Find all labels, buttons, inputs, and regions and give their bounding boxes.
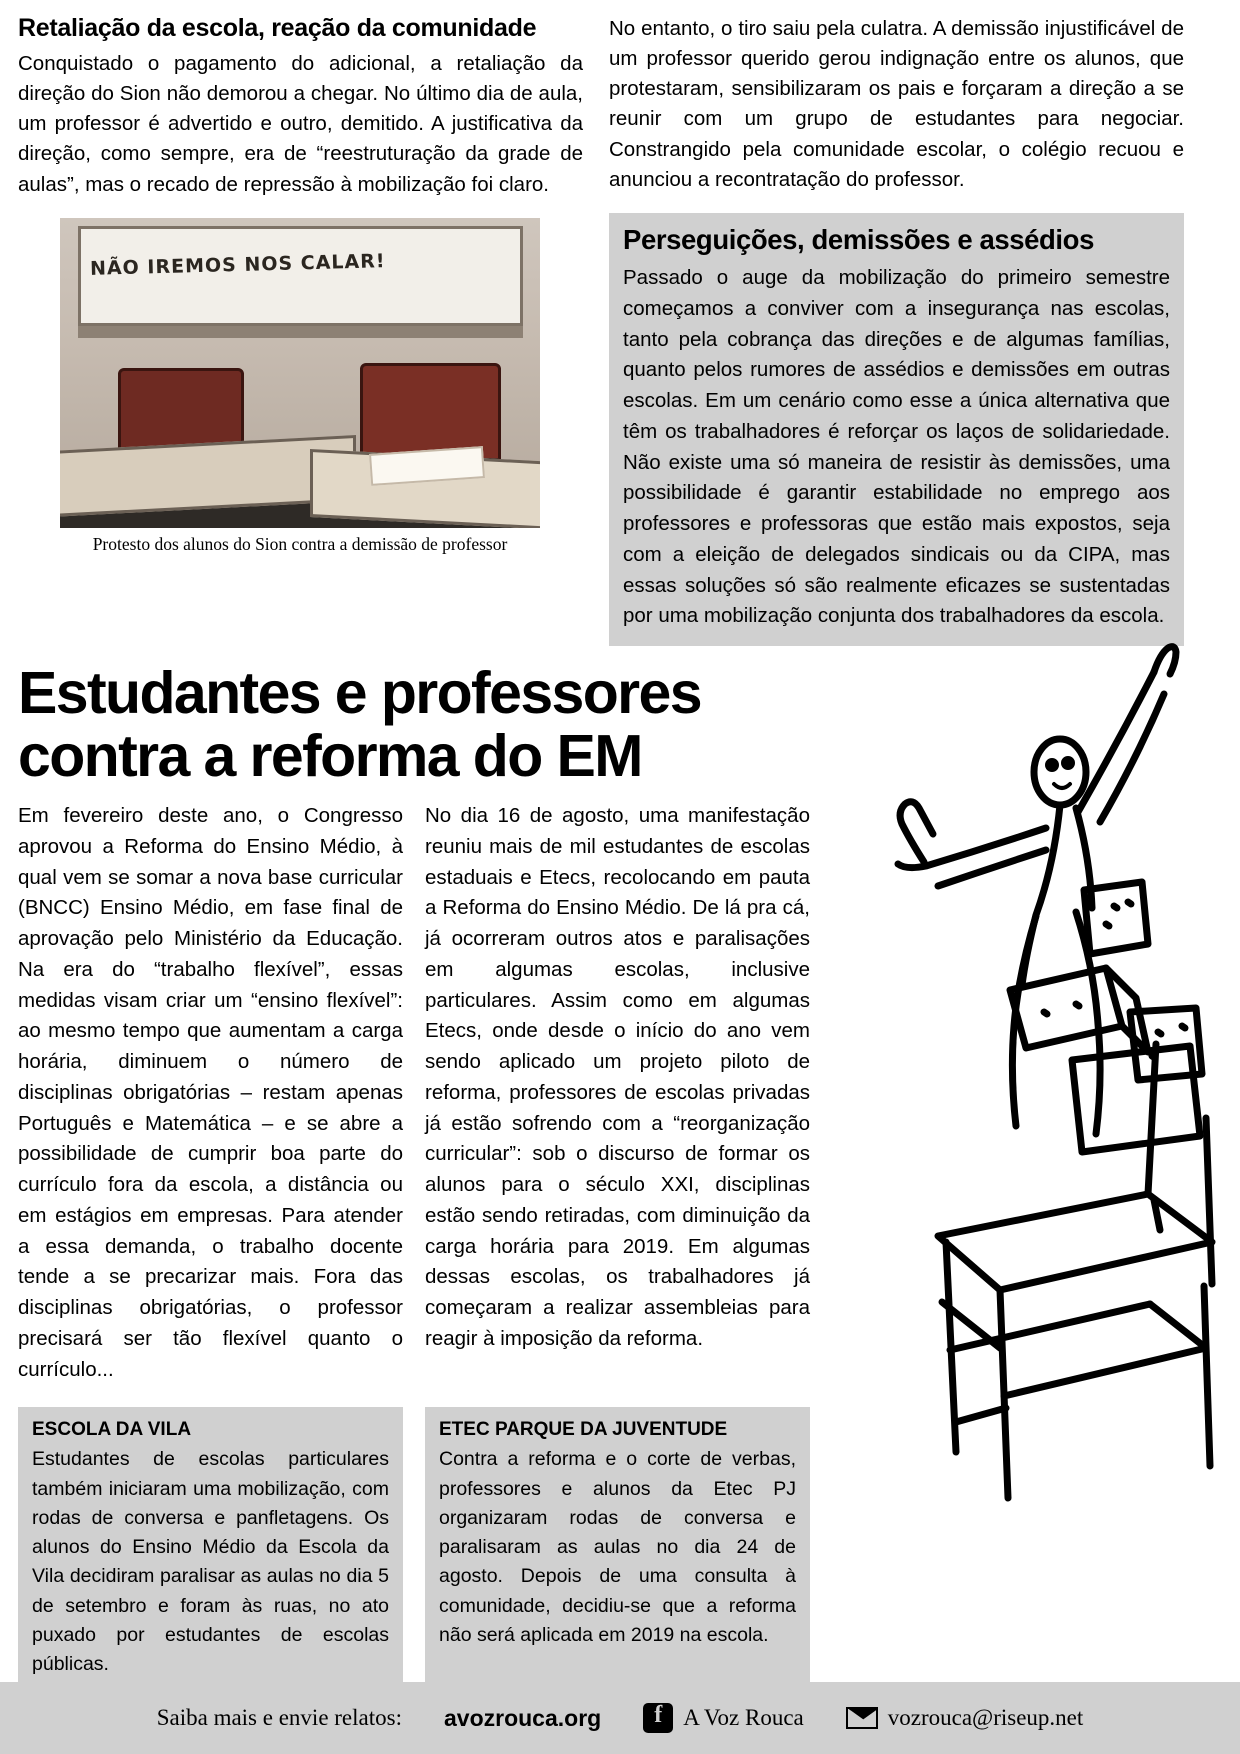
photo-board-ledge (78, 326, 523, 338)
box-body: Estudantes de escolas particulares também iniciaram uma mobilização, com rodas de conversa e panfletagens. Os alunos do Ensino Médio da Escola da Vila decidiram paralisar as aulas no dia 5 de setembro e foram às ruas, no ato puxado por estudantes de escolas públicas. (32, 1448, 389, 1676)
main-headline: Estudantes e professores contra a reforma do EM (18, 660, 701, 789)
footer-email-label: vozrouca@riseup.net (887, 1705, 1084, 1730)
footer-website[interactable]: avozrouca.org (443, 1704, 602, 1731)
photo-caption: Protesto dos alunos do Sion contra a demissão de professor (92, 533, 508, 554)
photo-block (60, 218, 540, 555)
box-title: ETEC PARQUE DA JUVENTUDE (439, 1419, 728, 1441)
retaliacao-paragraph: Conquistado o pagamento do adicional, a retaliação da direção do Sion não demorou a chegar. No último dia de aula, um professor é advertido e outro, demitido. A justificativa da direção, como sempre, era de “reestruturação da grade de aulas”, mas o recado de repressão à mobilização foi claro. (18, 52, 583, 196)
main-column-2 (425, 801, 810, 1385)
footer-call-text: Saiba mais e envie relatos: (156, 1705, 402, 1730)
top-left-column (18, 14, 583, 555)
main-article-columns (18, 801, 833, 1385)
footer-bar (0, 1682, 1240, 1754)
culatra-paragraph: No entanto, o tiro saiu pela culatra. A demissão injustificável de um professor querido gerou indignação entre os alunos, que protestaram, sensibilizaram os pais e forçaram a direção a se reunir com um grupo de estudantes para negociar. Constrangido pela comunidade escolar, o colégio recuou e anunciou a recontratação do professor. (609, 17, 1184, 191)
chair-stack-illustration (814, 560, 1234, 1540)
footer-facebook[interactable] (643, 1703, 804, 1733)
footer-email[interactable] (846, 1705, 1084, 1731)
whiteboard-text: NÃO IREMOS NOS CALAR! (89, 249, 386, 280)
footer-facebook-label: A Voz Rouca (683, 1705, 804, 1730)
main-paragraph-2: No dia 16 de agosto, uma manifestação reuniu mais de mil estudantes de escolas estaduais e Etecs, recolocando em pauta a Reforma do Ensino Médio. De lá pra cá, já ocorreram outros atos e paralisações em algumas escolas, inclusive particulares. Assim como em algumas Etecs, onde desde o início do ano vem sendo aplicado um projeto piloto de reforma, professores de escolas privadas já estão sofrendo com a “reorganização curricular”: sob o discurso de formar os alunos para o século XXI, disciplinas estão sendo retiradas, com diminuição da carga horária para 2019. Em algumas dessas escolas, os trabalhadores já começaram a realizar assembleias para reagir à imposição da reforma. (425, 804, 810, 1350)
top-right-column (609, 14, 1184, 646)
box-title: ESCOLA DA VILA (32, 1419, 192, 1441)
box-body: Contra a reforma e o corte de verbas, professores e alunos da Etec PJ organizaram rodas de conversa e paralisaram as aulas no dia 24 de agosto. Depois de uma consulta à comunidade, decidiu-se que a reforma não será aplicada em 2019 na escola. (439, 1448, 796, 1646)
perseguicoes-box (609, 213, 1184, 646)
facebook-icon (643, 1703, 673, 1733)
section-heading-retaliacao: Retaliação da escola, reação da comunidade (18, 14, 537, 42)
top-section (18, 14, 1222, 646)
bottom-boxes (18, 1407, 833, 1693)
main-paragraph-1: Em fevereiro deste ano, o Congresso aprovou a Reforma do Ensino Médio, à qual vem se somar a nova base curricular (BNCC) Ensino Médio, em fase final de aprovação pelo Ministério da Educação. Na era do “trabalho flexível”, essas medidas visam criar um “ensino flexível”: ao mesmo tempo que aumentam a carga horária, diminuem o número de disciplinas obrigatórias – restam apenas Português e Matemática – e se abre a possibilidade de cumprir boa parte do currículo fora da escola, a distância ou em estágios em empresas. Para atender a essa demanda, o trabalho docente tende a se precarizar mais. Fora das disciplinas obrigatórias, o professor precisará ser tão flexível quanto o currículo... (18, 804, 403, 1381)
perseguicoes-body: Passado o auge da mobilização do primeiro semestre começamos a conviver com a insegurança nas escolas, tanto pela cobrança das direções e de algumas famílias, quanto pelos rumores de assédios e demissões em outras escolas. Em um cenário como esse a única alternativa que têm os trabalhadores é reforçar os laços de solidariedade. Não existe uma só maneira de resistir às demissões, uma possibilidade é garantir estabilidade no emprego aos professores e professoras que estão mais expostos, seja com a eleição de delegados sindicais ou da CIPA, mas essas soluções só são realmente eficazes se sustentadas por uma mobilização conjunta dos trabalhadores da escola. (623, 266, 1170, 628)
box-escola-da-vila (18, 1407, 403, 1693)
main-column-1 (18, 801, 403, 1385)
perseguicoes-title: Perseguições, demissões e assédios (623, 223, 1094, 255)
mail-icon (846, 1707, 878, 1729)
box-etec-parque-da-juventude (425, 1407, 810, 1693)
protest-photo (60, 218, 540, 528)
